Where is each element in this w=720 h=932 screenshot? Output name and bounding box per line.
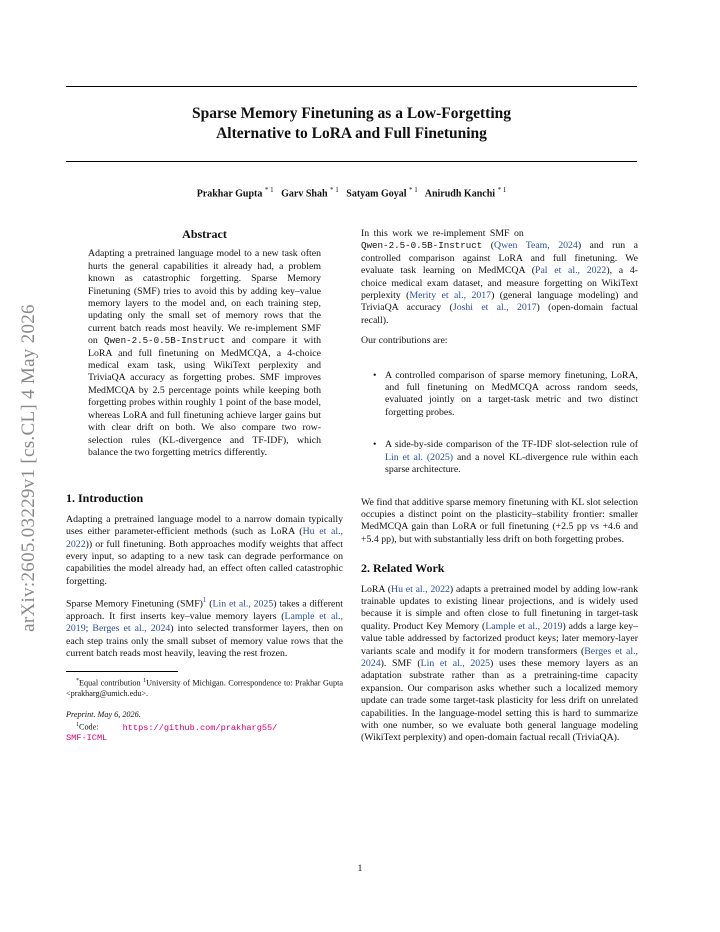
paper-title (66, 104, 637, 144)
contributions-intro: Our contributions are: (361, 335, 448, 347)
citation-link[interactable]: Hu et al., 2022 (391, 583, 450, 595)
author-mark: * 1 (330, 186, 339, 194)
title-bottom-rule (66, 161, 637, 162)
citation-link[interactable]: Berges et al., 2024 (92, 623, 171, 635)
abstract-heading: Abstract (182, 227, 227, 241)
preprint-note: Preprint. May 6, 2026. (66, 709, 141, 719)
title-line-1: Sparse Memory Finetuning as a Low-Forgetting (191, 105, 511, 122)
model-name: Qwen-2.5-0.5B-Instruct (361, 240, 483, 252)
citation-link[interactable]: Joshi et al., 2017 (452, 302, 537, 314)
code-url[interactable]: https://github.com/prakharg55/ (122, 722, 278, 733)
citation-link[interactable]: Lample et al., 2019 (66, 610, 343, 635)
arxiv-sidebar (14, 265, 44, 670)
page-number: 1 (357, 863, 363, 874)
model-name: Qwen-2.5-0.5B-Instruct (104, 335, 226, 347)
author-name: Satyam Goyal (346, 188, 407, 200)
related-work-paragraph: LoRA (Hu et al., 2022) adapts a pretrained model by adding low-rank trainable updates to existing linear projections, and is widely used because it is simple and often close to full finetuning in target-task quality. Product Key Memory (Lample et al., 2019) adds a large key–value table addressed by factorized product keys; later memory-layer variants scale and modify it for modern transformers (Berges et al., 2024). SMF (Lin et al., 2025) uses these memory layers as an adaptation substrate rather than as a pretraining-time capacity expansion. Our comparison asks whether such a localized memory update can trade some target-task plasticity for less drift on unrelated capabilities. In the language-model setting this is hard to summarize with one number, so we evaluate both general language modeling (WikiText perplexity) and open-domain factual recall (TriviaQA). (361, 583, 638, 744)
intro-paragraph-2: Sparse Memory Finetuning (SMF)$^1$ (Lin et al., 2025) takes a different approach. It first inserts key–value memory layers (Lample et al., 2019; Berges et al., 2024) into selected transformer layers, then on each step trains only the small subset of memory value rows that the current batch reads most heavily, leaving the rest frozen. (66, 596, 344, 660)
intro-paragraph-1: Adapting a pretrained language model to a narrow domain typically uses either parameter-efficient methods (such as LoRA (Hu et al., 2022)) or full finetuning. Both approaches modify weights that affect every input, so adapting to a new task can degrade performance on capabilities the model already had, an effect often called catastrophic forgetting. (66, 513, 343, 587)
contributions-list (361, 370, 638, 477)
footnote-code: $^1$Code: https://github.com/prakharg55/ SMF-ICML (66, 721, 278, 743)
right-column (361, 228, 638, 745)
citation-link[interactable]: Qwen Team, 2024 (494, 240, 578, 252)
arxiv-identifier[interactable]: arXiv:2605.03229v1 [cs.CL] 4 May 2026 (18, 303, 39, 632)
author-mark: * 1 (264, 186, 274, 194)
footnote-ref[interactable]: 1 (202, 596, 207, 605)
citation-link[interactable]: Lin et al. (2025) (385, 451, 454, 463)
contribution-item: • A controlled comparison of sparse memory finetuning, LoRA, and full finetuning on MedMCQA across random seeds, evaluated jointly on a target-task metric and two distinct forgetting probes. (361, 370, 638, 420)
section-heading-introduction: 1. Introduction (66, 491, 144, 506)
citation-link[interactable]: Lample et al., 2019 (485, 620, 563, 632)
citation-link[interactable]: Pal et al., 2022 (535, 265, 607, 277)
code-url-continued[interactable]: SMF-ICML (66, 732, 108, 743)
footnote-rule (66, 671, 178, 672)
citation-link[interactable]: Merity et al., 2017 (409, 290, 492, 302)
section-heading-related-work: 2. Related Work (361, 561, 445, 576)
footnote-affiliation: *Equal contribution $^1$University of Michigan. Correspondence to: Prakhar Gupta <prakharg@umich.edu>. (66, 678, 343, 699)
left-column (66, 226, 343, 743)
title-line-2: Alternative to LoRA and Full Finetuning (216, 125, 487, 142)
title-top-rule (66, 86, 637, 87)
citation-link[interactable]: Lin et al., 2025 (212, 598, 274, 610)
abstract-body: Adapting a pretrained language model to a new task often hurts the general capabilities it already had, a problem known as catastrophic forgetting. Sparse Memory Finetuning (SMF) tries to avoid this by adding key–value memory layers to the model and, on each training step, updating only the small set of memory rows that the current batch reads most heavily. We re-implement SMF on Qwen-2.5-0.5B-Instruct and compare it with LoRA and full finetuning on MedMCQA, a 4-choice medical exam task, using WikiText perplexity and TriviaQA accuracy as forgetting probes. SMF improves MedMCQA by 2.5 percentage points while keeping both forgetting probes within roughly 1 point of the base model, whereas LoRA and full finetuning achieve larger gains but with clear drift on both. We also compare two row-selection rules (KL-divergence and TF-IDF), which balance the two forgetting metrics differently. (88, 248, 321, 458)
author-name: Anirudh Kanchi (424, 188, 496, 200)
author-name: Garv Shah (281, 188, 328, 200)
citation-link[interactable]: Lin et al., 2025 (420, 657, 490, 669)
right-paragraph-1: In this work we re-implement SMF on Qwen-2.5-0.5B-Instruct (Qwen Team, 2024) and run a controlled comparison against LoRA and full finetuning. We evaluate task learning on MedMCQA (Pal et al., 2022), a 4-choice medical exam dataset, and measure forgetting on WikiText perplexity (Merity et al., 2017) (general language modeling) and TriviaQA accuracy (Joshi et al., 2017) (open-domain factual recall). (361, 228, 639, 326)
contribution-item: • A side-by-side comparison of the TF-IDF slot-selection rule of Lin et al. (2025) and a novel KL-divergence rule within each sparse architecture. (361, 439, 638, 476)
citation-link[interactable]: Hu et al., 2022 (66, 526, 343, 550)
author-list (66, 186, 637, 199)
findings-paragraph: We find that additive sparse memory finetuning with KL slot selection occupies a distinct point on the plasticity–stability frontier: smaller MedMCQA gain than LoRA or full finetuning (+2.5 pp vs +4.6 and +5.4 pp), but with substantially less drift on both forgetting probes. (361, 496, 638, 545)
author-mark: * 1 (497, 186, 507, 194)
citation-link[interactable]: Berges et al., 2024 (361, 645, 638, 669)
author-name: Prakhar Gupta (196, 188, 263, 200)
author-mark: * 1 (409, 186, 418, 194)
